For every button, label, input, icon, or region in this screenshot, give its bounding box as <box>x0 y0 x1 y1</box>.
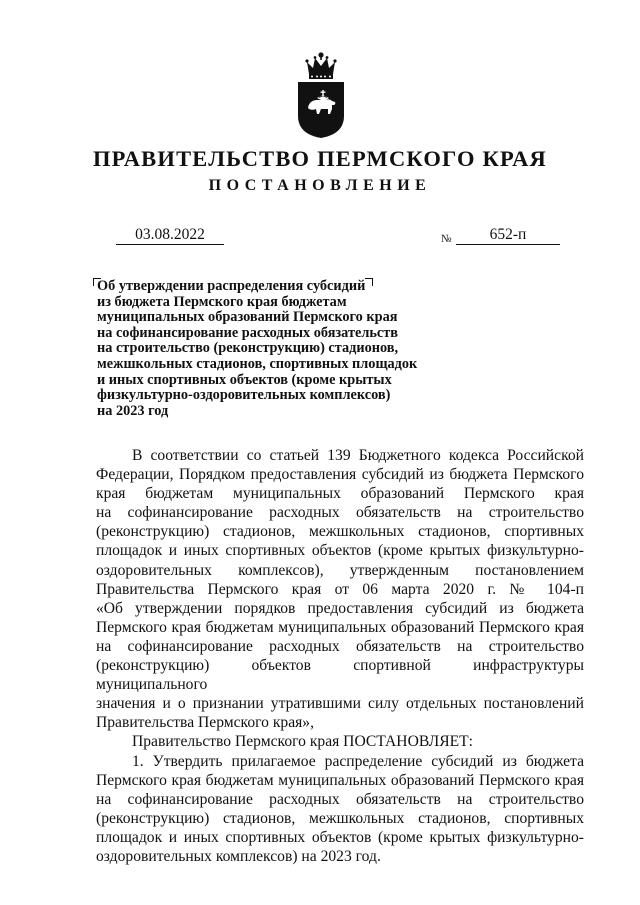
body-line: 1. Утвердить прилагаемое распределение субсидий из бюджета <box>132 752 584 770</box>
body-line: Пермского края бюджетам муниципальных образований Пермского края <box>96 618 584 636</box>
body-line: Правительства Пермского края», <box>96 714 315 732</box>
subject-line: муниципальных образований Пермского края <box>97 309 398 326</box>
clause-1-paragraph <box>96 752 584 867</box>
body-line: на софинансирование расходных обязательств на строительство <box>96 790 584 808</box>
body-line: В соответствии со статьей 139 Бюджетного кодекса Российской <box>132 447 584 464</box>
subject-line: межшкольных стадионов, спортивных площадок <box>97 355 418 372</box>
preamble-paragraph <box>96 446 584 732</box>
subject-line: на строительство (реконструкцию) стадионов, <box>97 340 399 357</box>
document-number: 652-п <box>456 226 560 245</box>
body-line: Пермского края бюджетам муниципальных образований Пермского края <box>96 771 584 789</box>
body-line: площадок и иных спортивных объектов (кроме крытых физкультурно- <box>96 542 584 560</box>
subject-line: из бюджета Пермского края бюджетам <box>97 293 347 310</box>
subject-line: Об утверждении распределения субсидий <box>97 278 366 294</box>
body-line: на софинансирование расходных обязательств на строительство <box>96 504 584 522</box>
subject-line: и иных спортивных объектов (кроме крытых <box>97 371 392 388</box>
body-line: «Об утверждении порядков предоставления субсидий из бюджета <box>96 599 584 617</box>
body-line: Правительство Пермского края ПОСТАНОВЛЯЕТ: <box>132 733 473 751</box>
body-line: (реконструкцию) объектов спортивной инфраструктуры муниципального <box>96 657 584 694</box>
body-line: Федерации, Порядком предоставления субсидий из бюджета Пермского <box>96 466 584 484</box>
body-line: оздоровительных комплексов) на 2023 год. <box>96 847 381 865</box>
document-type: ПОСТАНОВЛЕНИЕ <box>208 177 432 194</box>
body-line: (реконструкцию) стадионов, межшкольных стадионов, спортивных <box>96 809 584 827</box>
body-line: оздоровительных комплексов), утвержденным постановлением <box>96 561 584 579</box>
number-sign: № <box>441 233 452 245</box>
government-title: ПРАВИТЕЛЬСТВО ПЕРМСКОГО КРАЯ <box>92 146 548 171</box>
body-line: Правительства Пермского края от 06 марта 2020 г. № 104-п <box>96 580 584 598</box>
document-date: 03.08.2022 <box>116 226 224 245</box>
body-line: площадок и иных спортивных объектов (кроме крытых физкультурно- <box>96 828 584 846</box>
body-line: значения и о признании утратившими силу отдельных постановлений <box>96 695 584 713</box>
body-line: (реконструкцию) стадионов, межшкольных стадионов, спортивных <box>96 523 584 541</box>
subject-line: на софинансирование расходных обязательств <box>97 324 398 341</box>
subject-line: на 2023 год <box>97 402 169 419</box>
resolution-paragraph <box>96 732 584 751</box>
document-subject <box>97 279 427 419</box>
perm-krai-coat-of-arms-emblem <box>291 50 351 140</box>
body-line: края бюджетам муниципальных образований Пермского края <box>96 485 584 503</box>
subject-line: физкультурно-оздоровительных комплексов) <box>97 387 391 404</box>
document-body <box>96 446 584 866</box>
body-line: на софинансирование расходных обязательств на строительство <box>96 637 584 655</box>
